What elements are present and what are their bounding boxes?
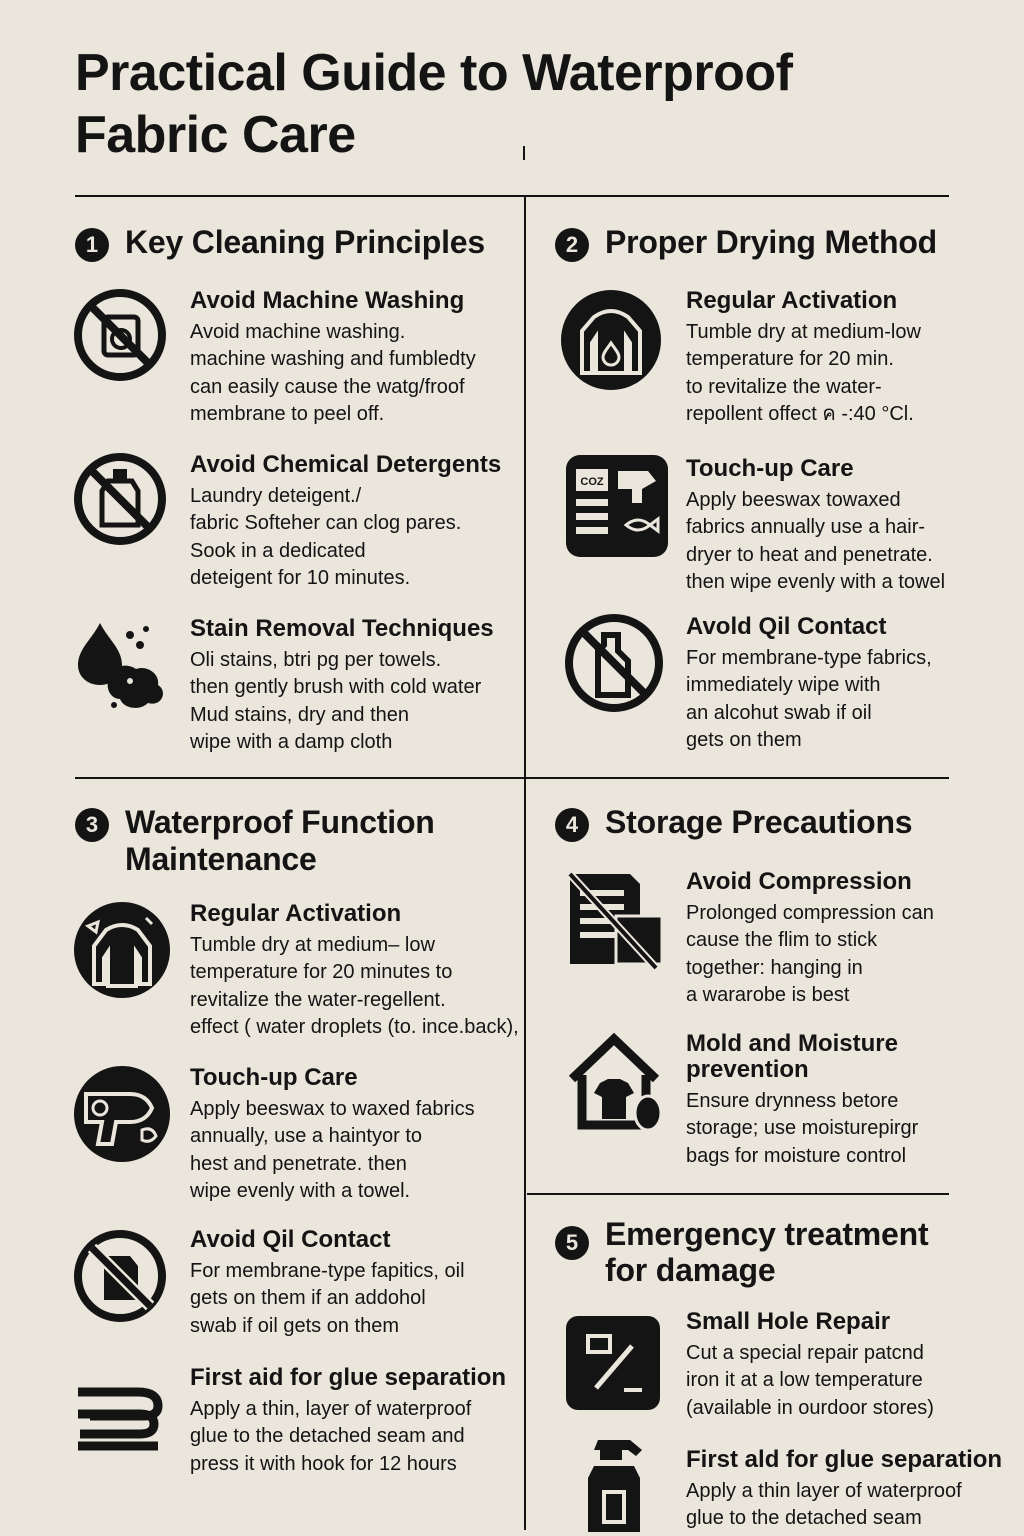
item-title: First ald for glue separation [686,1446,1003,1473]
section-4-number: 4 [555,808,589,842]
item-title: Touch-up Care [190,1064,358,1091]
no-detergent-icon [74,451,174,551]
section-3-title: Waterproof Function Maintenance [125,804,435,877]
no-washing-machine-icon [74,287,174,387]
no-compression-icon [566,868,666,968]
hair-dryer-circle-icon [72,1064,172,1164]
no-oil-icon [72,1226,172,1326]
item-body: Apply a thin layer of waterproof glue to the detached seam [686,1480,962,1530]
no-oil-bottle-icon [564,613,664,713]
center-divider [524,195,526,1530]
jacket-drop-icon [558,287,658,387]
spray-bottle-icon [584,1436,654,1532]
dryer-box-label: COZ [580,476,604,488]
jacket-activation-icon [72,900,172,1000]
section-5-header [555,1216,928,1288]
item-body: Apply beeswax to waxed fabrics annually, use a haintyor to hest and penetrate. then wipe evenly with a towel. [190,1098,475,1202]
repair-patch-icon [566,1316,666,1416]
section-3-header [75,804,435,878]
top-divider [75,195,949,197]
hair-dryer-icon [566,455,666,555]
section-2-number: 2 [555,228,589,262]
item-body: Cut a special repair patcnd iron it at a low temperature (available in ourdoor stores) [686,1342,934,1419]
item-title: Avoid Chemical Detergents [190,451,502,478]
middle-divider [75,777,949,779]
section-1-header [75,224,485,262]
page-title: Practical Guide to Waterproof Fabric Care [75,44,793,164]
item-title: Avoid Qil Contact [190,1226,391,1253]
section-2-header [555,224,937,262]
section-2-title: Proper Drying Method [605,224,938,260]
section-4-header [555,804,912,842]
item-body: Ensure drynness betore storage; use moisturepirgr bags for moisture control [686,1090,919,1167]
item-title: Stain Removal Techniques [190,615,494,642]
section-5-title: Emergency treatment for damage [605,1216,929,1288]
section-5-number: 5 [555,1226,589,1260]
item-title: Mold and Moisture prevention [686,1030,898,1083]
item-body: For membrane-type fabrics, immediately wipe with an alcohut swab if oil gets on them [686,647,932,751]
stain-drops-icon [74,615,174,715]
title-tick-mark [523,146,525,160]
house-moisture-icon [566,1031,666,1131]
item-body: Avoid machine washing. machine washing and fumbledty can easily cause the watg/froof membrane to peel off. [190,321,476,425]
item-body: Prolonged compression can cause the flim to stick together: hanging in a wararobe is best [686,902,934,1006]
item-body: Oli stains, btri pg per towels. then gently brush with cold water Mud stains, dry and then wipe with a damp cloth [190,649,482,753]
glue-seam-icon [72,1384,172,1484]
item-body: Laundry deteigent./ fabric Softeher can clog pares. Sook in a dedicated deteigent for 10 minutes. [190,485,462,589]
item-title: Regular Activation [686,287,898,314]
item-title: Regular Activation [190,900,402,927]
section-1-title: Key Cleaning Principles [125,224,485,260]
storage-emergency-divider [527,1193,949,1195]
section-1-number: 1 [75,228,109,262]
section-4-title: Storage Precautions [605,804,913,840]
item-title: Touch-up Care [686,455,854,482]
item-body: Tumble dry at medium– low temperature for 20 minutes to revitalize the water-regellent. effect ( water droplets (to. ince.back), [190,934,519,1038]
item-title: Avold Qil Contact [686,613,887,640]
item-body: Tumble dry at medium-low temperature for 20 min. to revitalize the water- repollent offect ค -:40 °Cl. [686,321,921,425]
item-body: Apply beeswax towaxed fabrics annually use a hair- dryer to heat and penetrate. then wipe evenly with a towel [686,489,946,593]
item-title: Avoid Machine Washing [190,287,465,314]
item-title: First aid for glue separation [190,1364,507,1391]
section-3-number: 3 [75,808,109,842]
item-body: For membrane-type fapitics, oil gets on them if an addohol swab if oil gets on them [190,1260,465,1337]
item-title: Avoid Compression [686,868,912,895]
item-title: Small Hole Repair [686,1308,891,1335]
item-body: Apply a thin, layer of waterproof glue to the detached seam and press it with hook for 12 hours [190,1398,472,1475]
